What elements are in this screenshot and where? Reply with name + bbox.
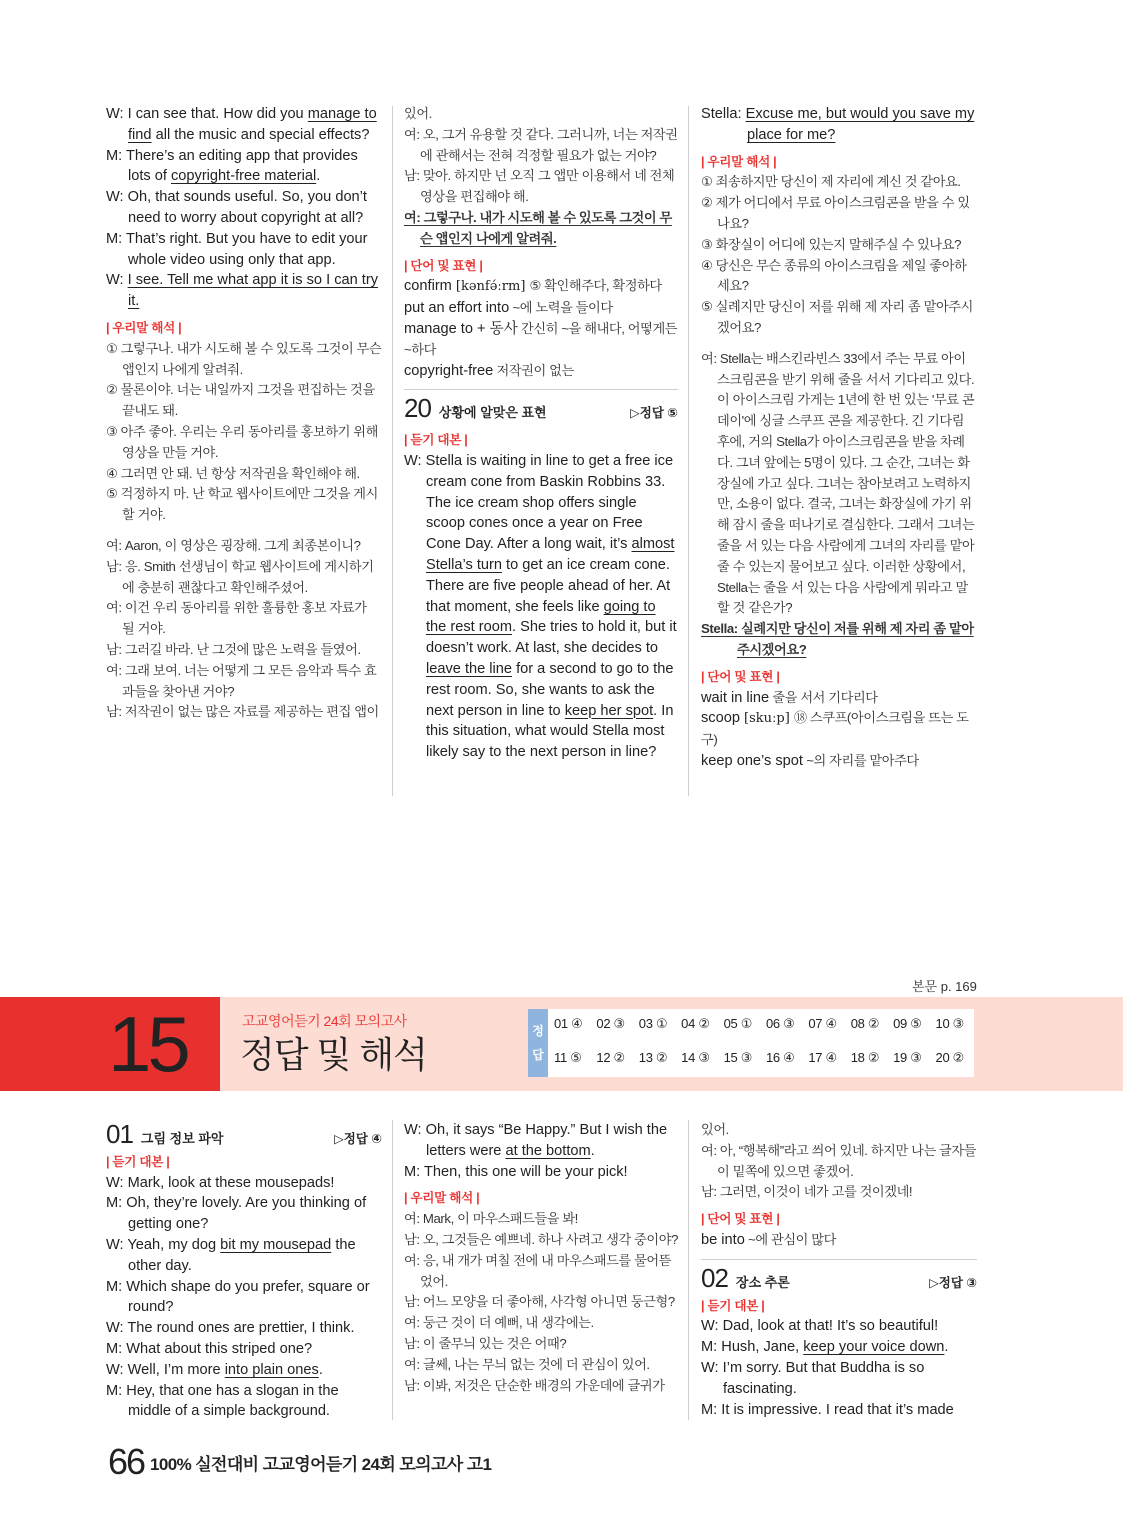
top-col3-options [701,172,977,338]
speaker-label: M: [106,1195,123,1212]
text-run: I’m sorry. But that Buddha is so fascinating. [722,1359,925,1397]
text-line: 있어. [701,1122,729,1137]
text-line: ③ 아주 좋아. 우리는 우리 동아리를 홍보하기 위해 영상을 만들 거야. [106,423,378,460]
bottom-col2-translation [404,1209,678,1396]
text-line: 남: 저작권이 없는 많은 자료를 제공하는 편집 앱이 [106,704,379,720]
underlined-phrase: copyright-free material [171,168,317,185]
text-line: 남: 그러면, 이것이 네가 고를 것이겠네! [701,1184,913,1200]
text-line: 남: 이봐, 저것은 단순한 배경의 가운데에 글귀가 [404,1377,665,1393]
dialog-line [106,1318,382,1339]
vocab-part-of-speech: ⑱ [793,710,807,726]
column-divider [392,106,393,796]
vocab-entry [701,708,977,751]
speaker-label: M: [106,1340,123,1357]
vocab-entry [701,688,977,709]
bottom-column-3 [701,1120,977,1420]
vocab-meaning: 간신히 ~을 해내다, 어떻게든 ~하다 [404,320,678,357]
text-line: 여: 글쎄, 나는 무늬 없는 것에 더 관심이 있어. [404,1356,650,1372]
dialog-line [106,1339,382,1360]
text-run: to get an ice cream cone. There are five people ahead of her. At that moment, she feels like [426,556,671,615]
vocab-term: confirm [404,278,452,295]
text-line: 남: 맞아. 하지만 넌 오직 그 앱만 이용해서 네 전체 영상을 편집해야 해. [404,168,675,205]
vocab-entry [701,1230,977,1251]
text-line: ④ 당신은 무슨 종류의 아이스크림을 제일 좋아하세요? [701,257,967,294]
text-line: 여: Aaron, 이 영상은 굉장해. 그게 최종본이니? [106,537,361,553]
speaker-label: W: [106,1361,124,1378]
text-run: Hush, Jane, [721,1339,804,1356]
answer-item: 17 ④ [808,1050,837,1065]
vocab-meaning: ~에 관심이 많다 [744,1231,836,1247]
top-col1-options [106,339,382,526]
vocab-term: copyright-free [404,362,494,379]
question-20-header [404,389,678,424]
text-run: Oh, they’re lovely. Are you thinking of getting one? [126,1195,367,1233]
script-paragraph [404,451,678,763]
test-number: 15 [108,1000,187,1088]
text-run: the other day. [128,1236,356,1274]
question-title: 그림 정보 파악 [140,1131,224,1146]
dialog-line [701,1400,977,1421]
dialog-line [106,1173,382,1194]
column-divider [688,1120,689,1420]
answer-item: 15 ③ [723,1050,753,1065]
answer-item: 19 ③ [893,1050,922,1065]
text-run: Stella is waiting in line to get a free ice cream cone from Baskin Robbins 33. The ice cream shop offers single scoop cones once a year on Free Cone Day. After a long wait, it’s [425,452,674,553]
top-col3-translation: 여: Stella는 배스킨라빈스 33에서 주는 무료 아이스크림콘을 받기 위해 줄을 서서 기다리고 있다. 이 아이스크림 가게는 1년에 한 번 있는 '무료 콘 데이'에 싱글 스쿠프 콘을 제공한다. 긴 기다림 후에, 거의 Stella가 아이스크림콘을 받을 차례다. 그녀 앞에는 5명이 있다. 그 순간, 그녀는 화장실에 가고 싶다. 그녀는 참아보려고 노력하지만, 소용이 없다. 결국, 그녀는 화장실에 가기 위해 잠시 줄을 떠나기로 결심한다. 그래서 그녀는 줄을 서 있는 다음 사람에게 그녀의 자리를 맡아줄 수 있는지 물어보고 싶다. 이러한 상황에서, Stella는 줄을 서 있는 다음 사람에게 뭐라고 말할 것 같은가? [701,350,975,616]
text-line: ③ 화장실이 어디에 있는지 말해주실 수 있나요? [701,236,962,252]
dialog-line [106,1235,382,1277]
speaker-label: W: [404,1122,422,1138]
dialog-line [106,104,382,146]
answer-item: 09 ⑤ [893,1016,922,1031]
underlined-phrase: manage to find [128,106,377,143]
speaker-label: 여: [404,209,421,225]
answer-item: 03 ① [638,1016,668,1031]
dialog-line [404,1162,678,1183]
stella-line [701,104,977,146]
text-run: I can see that. How did you [127,106,308,122]
text-run: for a second to go to the rest room. So, she wants to ask the next person in line to [426,660,674,719]
underlined-phrase: keep your voice down [803,1339,945,1356]
dialog-line [106,1277,382,1319]
vocab-part-of-speech: ⑤ [529,278,541,294]
section-label-translation: | 우리말 해석 | [701,154,777,169]
dialog-line [404,1120,678,1162]
text-run: . She tries to hold it, but it doesn’t work. At last, she decides to [426,619,677,657]
speaker-label: W: [106,1320,124,1337]
text-line: ④ 그러면 안 돼. 넌 항상 저작권을 확인해야 해. [106,465,360,481]
underlined-phrase: into plain ones [224,1361,319,1378]
text-line: ① 죄송하지만 당신이 제 자리에 계신 것 같아요. [701,174,961,190]
text-line: ① 그렇구나. 내가 시도해 볼 수 있도록 그것이 무슨 앱인지 나에게 알려줘. [106,340,382,377]
question-title: 상황에 알맞은 표현 [438,405,547,421]
vocab-phonetic: [kənfə́ːrm] [455,279,526,295]
bottom-col3-dialog [701,1316,977,1420]
column-divider [688,106,689,796]
text-run: The round ones are prettier, I think. [127,1320,355,1337]
answer-key-box [528,1009,974,1077]
answer-row-2 [554,1050,978,1066]
text-run: . [318,1361,323,1378]
vocab-term: keep one’s spot [701,752,803,769]
speaker-label: M: [106,1382,123,1399]
top-column-3 [701,104,977,772]
answer-item: 12 ② [596,1050,625,1065]
column-divider [392,1120,393,1420]
top-col2-translation [404,104,678,208]
text-line: 여: 이건 우리 동아리를 위한 훌륭한 홍보 자료가 될 거야. [106,600,367,637]
question-answer: ▷정답 ④ [334,1132,382,1146]
section-label-script: | 듣기 대본 | [701,1298,765,1313]
question-number: 20 [404,393,431,424]
speaker-label: M: [106,147,123,164]
vocab-term: wait in line [701,689,770,706]
speaker-label: W: [106,106,124,122]
translation-answer-line [404,208,678,250]
answer-item: 05 ① [723,1016,753,1031]
text-line: ② 물론이야. 너는 내일까지 그것을 편집하는 것을 끝내도 돼. [106,382,375,419]
bottom-column-2 [404,1120,678,1396]
answer-item: 11 ⑤ [554,1050,582,1065]
underlined-phrase: I see. Tell me what app it is so I can try it. [127,272,379,310]
text-line: 여: 그래 보여. 너는 어떻게 그 모든 음악과 특수 효과들을 찾아낸 거야? [106,662,377,699]
question-02-header [701,1259,977,1294]
text-line: 있어. [404,106,432,121]
vocab-meaning: 저작권이 없는 [493,362,574,378]
vocab-phonetic: [skuːp] [744,711,790,727]
question-answer: ▷정답 ⑤ [630,406,678,421]
speaker-label: M: [701,1339,718,1356]
section-label-vocab: | 단어 및 표현 | [701,1212,780,1227]
speaker-label: W: [106,1236,124,1253]
answer-item: 01 ④ [554,1016,583,1031]
vocab-entry [404,298,678,319]
answer-key-label-text: 정답 [532,1024,544,1062]
book-title: 100% 실전대비 고교영어듣기 24회 모의고사 고1 [150,1455,492,1474]
text-run: There’s an editing app that provides lots of [126,147,358,185]
question-01-header [106,1120,382,1150]
text-line: 남: 이 줄무늬 있는 것은 어때? [404,1335,567,1351]
question-title: 장소 추론 [735,1274,790,1290]
section-label-vocab: | 단어 및 표현 | [701,669,780,684]
answer-key-label [528,1009,548,1077]
dialog-line [106,270,382,312]
text-run: Dad, look at that! It’s so beautiful! [722,1318,939,1335]
dialog-line [701,1316,977,1337]
text-line: ② 제가 어디에서 무료 아이스크림콘을 받을 수 있나요? [701,195,970,231]
answer-text: 실례지만 당신이 저를 위해 제 자리 좀 맡아주시겠어요? [737,621,974,657]
dialog-line [701,1358,977,1400]
underlined-phrase: leave the line [426,660,513,677]
text-line: 여: 아, “행복해”라고 씌어 있네. 하지만 나는 글자들이 밑쪽에 있으면 좋겠어. [701,1142,977,1179]
answer-banner [0,997,1123,1091]
underlined-phrase: going to the rest room [426,598,656,636]
speaker-label: W: [404,452,422,469]
answer-row-1 [554,1016,978,1032]
text-run: That’s right. But you have to edit your whole video using only that app. [126,230,368,268]
answer-item: 16 ④ [765,1050,795,1065]
speaker-label: M: [106,230,123,247]
vocab-term: put an effort into [404,300,510,317]
section-label-translation: | 우리말 해석 | [106,320,182,335]
vocab-meaning: 줄을 서서 기다리다 [769,689,878,705]
answer-item: 14 ③ [681,1050,710,1065]
section-label-script: | 듣기 대본 | [106,1154,170,1169]
speaker-label: M: [106,1278,123,1295]
dialog-line [106,1193,382,1235]
text-run: . [316,168,321,185]
vocab-term: manage to + 동사 [404,320,518,337]
answer-item: 20 ② [935,1050,965,1065]
script-text [426,453,677,760]
page-number: 66 [108,1441,145,1482]
underlined-phrase: almost Stella’s turn [426,536,675,573]
translation-answer-line [701,619,977,661]
text-run: Well, I’m more [127,1361,225,1378]
bottom-col1-dialog [106,1173,382,1423]
dialog-line [701,1337,977,1358]
vocab-entry [404,276,678,298]
vocab-entry [701,751,977,772]
text-line: 남: 그러길 바라. 난 그것에 많은 노력을 들였어. [106,641,361,657]
text-run: . [944,1339,949,1356]
speaker-label: Stella: [701,621,738,637]
text-run: Which shape do you prefer, square or round? [126,1278,370,1316]
answer-item: 04 ② [681,1016,710,1031]
speaker-label: Stella: [701,106,742,122]
top-col1-translation [106,536,382,723]
answer-item: 07 ④ [808,1016,837,1031]
vocab-meaning: ~에 노력을 들이다 [509,300,613,316]
dialog-line [106,146,382,188]
dialog-line [106,1360,382,1381]
question-answer: ▷정답 ③ [929,1275,977,1290]
speaker-label: W: [701,1359,719,1376]
bottom-col3-vocab [701,1230,977,1251]
vocab-term: scoop [701,710,740,727]
vocab-term: be into [701,1231,745,1248]
answer-item: 08 ② [850,1016,880,1031]
top-column-2 [404,104,678,763]
speaker-label: W: [106,272,124,289]
text-line: 여: 오, 그거 유용할 것 같다. 그러니까, 너는 저작권에 관해서는 전혀 걱정할 필요가 없는 거야? [404,126,678,163]
text-run: Then, this one will be your pick! [424,1163,628,1180]
top-col1-dialog [106,104,382,312]
speaker-label: M: [701,1401,718,1418]
top-column-1 [106,104,382,723]
text-line: 남: 어느 모양을 더 좋아해, 사각형 아니면 둥근형? [404,1294,675,1310]
text-line: 남: 응. Smith 선생님이 학교 웹사이트에 게시하기에 충분히 괜찮다고 확인해주셨어. [106,558,374,595]
dialog-line [106,1381,382,1423]
stella-text: Excuse me, but would you save my place for me? [745,106,975,143]
text-run: Oh, that sounds useful. So, you don’t need to worry about copyright at all? [127,189,367,226]
text-run: Hey, that one has a slogan in the middle of a simple background. [126,1382,339,1420]
text-line: 여: 응, 내 개가 며칠 전에 내 마우스패드를 물어뜯었어. [404,1252,672,1289]
question-number: 02 [701,1262,728,1293]
speaker-label: W: [106,1174,124,1191]
page-reference: 본문 p. 169 [912,979,977,994]
top-col2-vocab [404,276,678,381]
answer-item: 13 ② [638,1050,668,1065]
underlined-phrase: keep her spot [564,702,654,719]
answer-item: 18 ② [850,1050,880,1065]
bottom-col3-translation [701,1120,977,1203]
underlined-phrase: bit my mousepad [220,1236,332,1253]
text-run: Mark, look at these mousepads! [127,1174,335,1191]
section-label-translation: | 우리말 해석 | [404,1191,480,1206]
vocab-entry [404,319,678,361]
text-run: Oh, it says “Be Happy.” But I wish the letters were [425,1122,668,1159]
vocab-meaning: 확인해주다, 확정하다 [540,278,662,294]
text-run: . In this situation, what would Stella most likely say to the next person in line? [426,702,674,761]
bottom-column-1 [106,1120,382,1422]
text-line: ⑤ 걱정하지 마. 난 학교 웹사이트에만 그것을 게시할 거야. [106,486,378,523]
dialog-line [106,187,382,229]
speaker-label: W: [701,1318,719,1335]
text-line: 여: 둥근 것이 더 예뻐, 내 생각에는. [404,1315,594,1331]
text-line: 여: Mark, 이 마우스패드들을 봐! [404,1211,578,1227]
text-run: . [590,1142,595,1159]
text-line: 남: 오, 그것들은 예쁘네. 하나 사려고 생각 중이야? [404,1231,679,1247]
answer-item: 10 ③ [935,1016,965,1031]
section-label-vocab: | 단어 및 표현 | [404,258,483,273]
vocab-meaning: 스쿠프(아이스크림을 뜨는 도구) [701,710,969,748]
text-run: Yeah, my dog [127,1236,221,1253]
text-run: all the music and special effects? [151,126,370,143]
answer-item: 02 ③ [596,1016,625,1031]
question-number: 01 [106,1119,133,1149]
top-col3-vocab [701,688,977,772]
underlined-phrase: at the bottom [505,1142,591,1159]
dialog-line [106,229,382,271]
answer-item: 06 ③ [765,1016,795,1031]
vocab-entry [404,361,678,382]
text-run: What about this striped one? [126,1340,313,1357]
speaker-label: M: [404,1163,421,1180]
banner-title: 정답 및 해석 [240,1034,427,1075]
speaker-label: W: [106,189,124,206]
banner-subtitle: 고교영어듣기 24회 모의고사 [242,1013,407,1029]
bottom-col2-dialog [404,1120,678,1182]
vocab-meaning: ~의 자리를 맡아주다 [802,752,919,768]
section-label-script: | 듣기 대본 | [404,433,468,448]
text-run: It is impressive. I read that it’s made [721,1401,954,1418]
text-line: ⑤ 실례지만 당신이 저를 위해 제 자리 좀 맡아주시겠어요? [701,299,973,335]
answer-text: 그렇구나. 내가 시도해 볼 수 있도록 그것이 무슨 앱인지 나에게 알려줘. [420,209,672,246]
